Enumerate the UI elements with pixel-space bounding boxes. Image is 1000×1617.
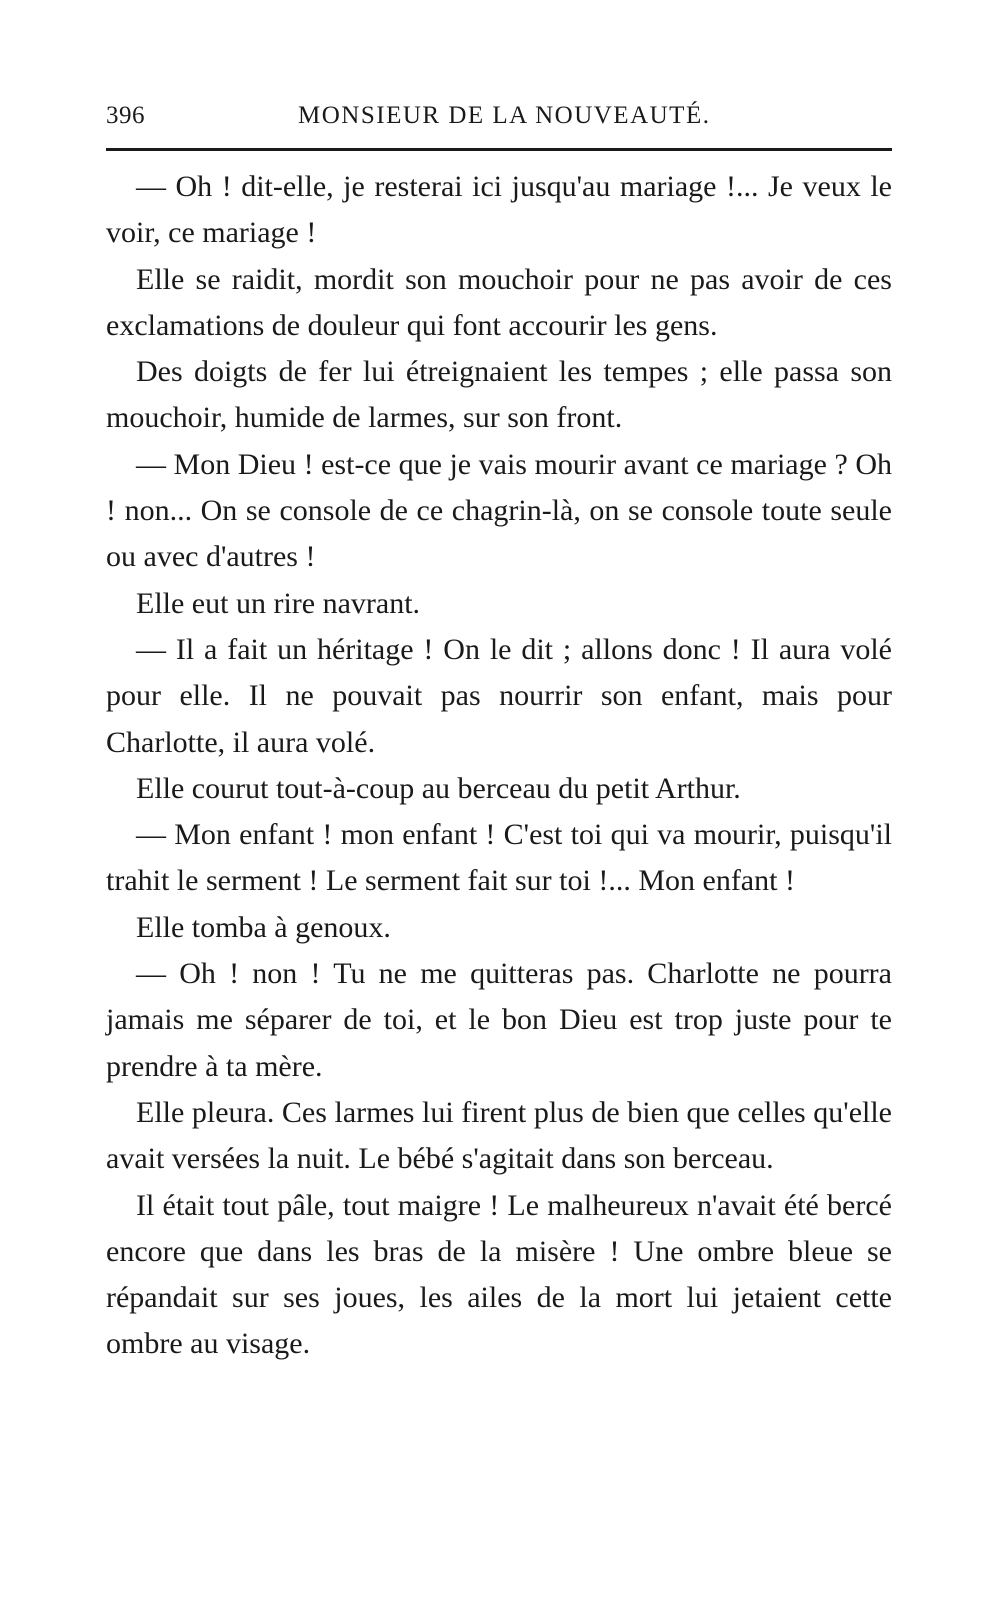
paragraph: Il était tout pâle, tout maigre ! Le malheureux n'avait été bercé encore que dans les bras de la misère ! Une ombre bleue se répandait sur ses joues, les ailes de la mort lui jetaient cette ombre au visage. [106,1188,892,1361]
paragraph: — Il a fait un héritage ! On le dit ; allons donc ! Il aura volé pour elle. Il ne pouvait pas nourrir son enfant, mais pour Charlotte, il aura volé. [106,632,892,759]
header-rule [106,148,892,151]
paragraph: — Oh ! dit-elle, je resterai ici jusqu'au mariage !... Je veux le voir, ce mariage ! [106,170,892,250]
body-text [106,164,892,1368]
running-title: MONSIEUR DE LA NOUVEAUTÉ. [298,102,711,129]
page-number: 396 [106,102,145,129]
paragraph: Des doigts de fer lui étreignaient les tempes ; elle passa son mouchoir, humide de larmes, sur son front. [106,355,892,435]
paragraph: — Oh ! non ! Tu ne me quitteras pas. Charlotte ne pourra jamais me séparer de toi, et le bon Dieu est trop juste pour te prendre à ta mère. [106,957,892,1083]
paragraph: Elle courut tout-à-coup au berceau du petit Arthur. [136,771,741,805]
paragraph: Elle eut un rire navrant. [136,586,421,620]
paragraph: — Mon enfant ! mon enfant ! C'est toi qui va mourir, puisqu'il trahit le serment ! Le serment fait sur toi !... Mon enfant ! [106,818,892,898]
page-header [106,96,892,136]
paragraph: Elle tomba à genoux. [136,910,391,944]
paragraph: — Mon Dieu ! est-ce que je vais mourir avant ce mariage ? Oh ! non... On se console de ce chagrin-là, on se console toute seule ou avec d'autres ! [106,447,892,574]
paragraph: Elle se raidit, mordit son mouchoir pour ne pas avoir de ces exclamations de douleur qui font accourir les gens. [106,262,892,342]
paragraph: Elle pleura. Ces larmes lui firent plus de bien que celles qu'elle avait versées la nuit. Le bébé s'agitait dans son berceau. [106,1095,892,1176]
